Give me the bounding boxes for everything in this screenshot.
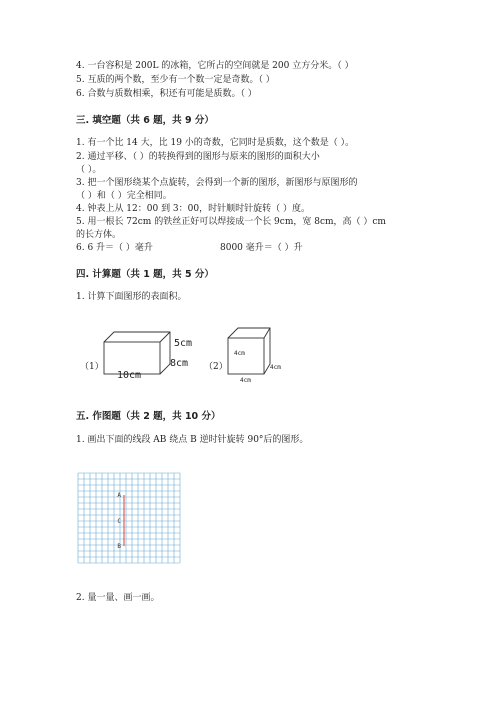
calc-q1: 1. 计算下面图形的表面积。 (76, 292, 187, 302)
fig1-height-label: 5cm (174, 338, 193, 349)
fill-q2-line2: （ ）。 (76, 165, 102, 175)
fill-q3-line1: 3. 把一个图形绕某个点旋转，会得到一个新的图形，新图形与原图形的 (76, 178, 358, 188)
fig1-number: （1） (80, 362, 104, 372)
fig2-side-label-right: 4cm (270, 364, 281, 371)
fill-q6-right: 8000 毫升＝（ ）升 (220, 243, 303, 253)
fig2-side-label-bottom: 4cm (240, 377, 251, 384)
fill-q4: 4. 钟表上从 12：00 到 3：00，时针顺时针旋转（ ）度。 (76, 204, 310, 214)
point-a-label: A (117, 492, 121, 499)
fig1-width-label: 8cm (170, 358, 189, 369)
cube-figure (224, 326, 274, 376)
fill-q6-left: 6. 6 升＝（ ）毫升 (76, 243, 153, 253)
fill-q3-line2: （ ）和（ ）完全相同。 (76, 191, 172, 201)
point-c-label: C (117, 518, 121, 525)
judge-q6: 6. 合数与质数相乘，积还有可能是质数。（ ） (76, 89, 257, 99)
fill-q5-line2: 的长方体。 (76, 230, 122, 240)
fig1-length-label: 10cm (117, 370, 142, 381)
draw-heading: 五. 作图题（共 2 题，共 10 分） (76, 411, 221, 422)
fill-q2-line1: 2. 通过平移、（ ）的转换得到的图形与原来的图形的面积大小 (76, 152, 320, 162)
square-grid (76, 471, 182, 567)
fill-q5-line1: 5. 用一根长 72cm 的铁丝正好可以焊接成一个长 9cm，宽 8cm，高（ ）cm (76, 217, 386, 227)
judge-q5: 5. 互质的两个数，至少有一个数一定是奇数。（ ） (76, 75, 275, 85)
fig2-number: （2） (204, 362, 228, 372)
draw-q1: 1. 画出下面的线段 AB 绕点 B 逆时针旋转 90°后的图形。 (76, 435, 309, 445)
fill-heading: 三. 填空题（共 6 题，共 9 分） (76, 115, 214, 126)
draw-q2: 2. 量一量、画一画。 (76, 593, 160, 603)
fill-q1: 1. 有一个比 14 大，比 19 小的奇数，它同时是质数，这个数是（ ）。 (76, 138, 355, 148)
cuboid-figure (100, 328, 200, 384)
calc-heading: 四. 计算题（共 1 题，共 5 分） (76, 269, 214, 280)
point-b-label: B (117, 543, 121, 550)
judge-q4: 4. 一台容积是 200L 的冰箱，它所占的空间就是 200 立方分米。（ ） (76, 61, 354, 71)
fig2-side-label-front: 4cm (234, 350, 245, 357)
